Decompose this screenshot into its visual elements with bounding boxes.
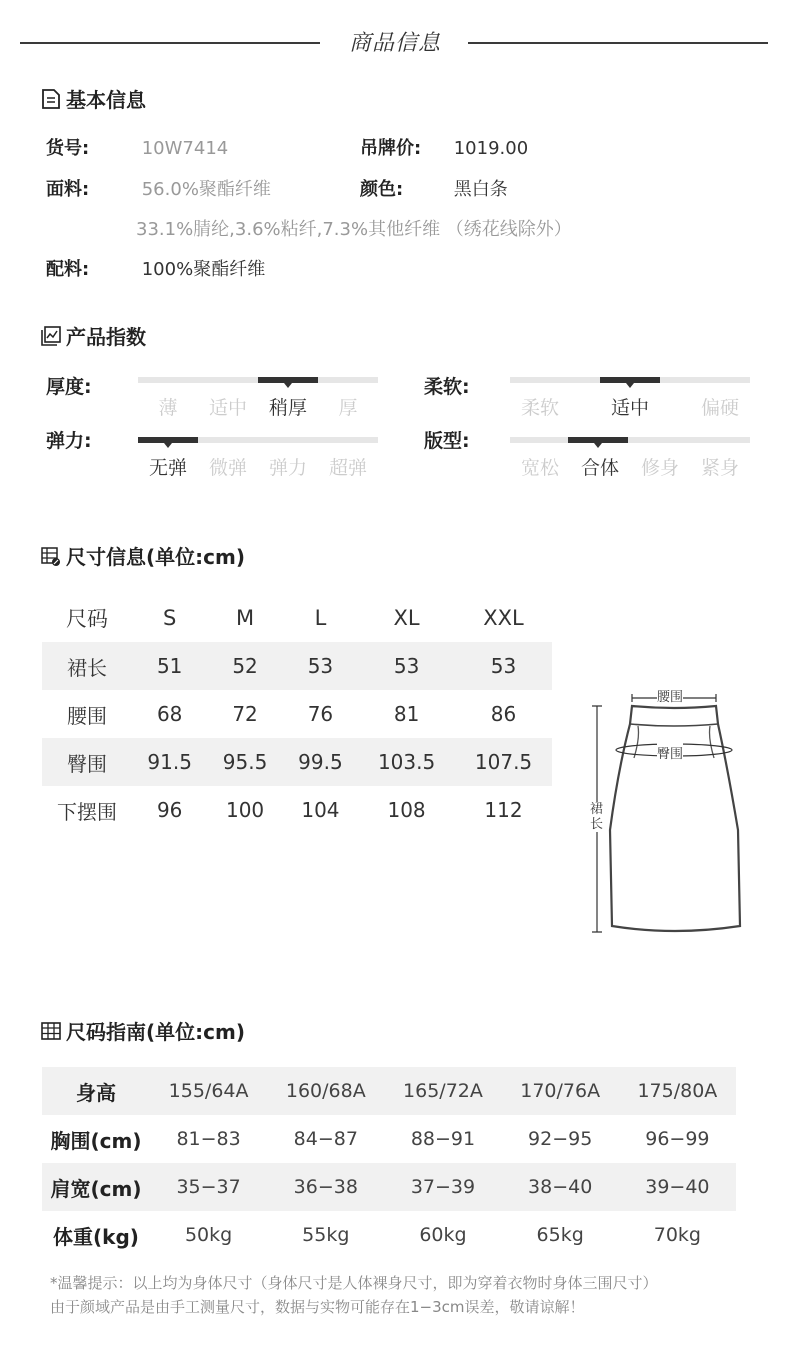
table-cell: 51	[132, 642, 207, 690]
size-header-cell: XL	[393, 606, 420, 630]
size-guide-table	[42, 1067, 736, 1259]
table-cell: 70kg	[653, 1224, 701, 1246]
fabric-label: 面料:	[46, 179, 90, 200]
softness-indicator	[600, 377, 660, 383]
softness-option-medium: 适中	[610, 397, 649, 419]
row-label: 体重(kg)	[53, 1224, 139, 1249]
thickness-label: 厚度:	[46, 376, 92, 398]
row-label: 臀围	[42, 738, 132, 786]
item-no-row	[46, 134, 228, 160]
table-row	[42, 738, 552, 786]
table-cell: 38−40	[502, 1163, 619, 1211]
table-cell: 35−37	[150, 1163, 267, 1211]
table-cell: 86	[490, 702, 517, 726]
elasticity-label: 弹力:	[46, 430, 92, 452]
table-cell: 107.5	[455, 738, 552, 786]
elasticity-option-slight: 微弹	[208, 457, 247, 479]
grid-icon	[40, 1020, 62, 1042]
table-cell: 175/80A	[619, 1067, 736, 1115]
table-cell: 53	[358, 642, 455, 690]
table-cell: 39−40	[619, 1163, 736, 1211]
fit-indicator	[568, 437, 628, 443]
table-row	[42, 786, 552, 834]
fit-option-regular: 合体	[580, 457, 619, 479]
row-label: 裙长	[42, 642, 132, 690]
table-row	[42, 642, 552, 690]
table-cell: 92−95	[528, 1128, 593, 1150]
table-cell: 68	[156, 702, 183, 726]
table-cell: 88−91	[410, 1128, 476, 1150]
waist-label: 腰围	[657, 686, 683, 705]
table-cell: 155/64A	[150, 1067, 267, 1115]
table-row	[42, 1211, 736, 1259]
table-row	[42, 690, 552, 738]
table-cell: 91.5	[132, 738, 207, 786]
size-header-cell: XXL	[483, 606, 524, 630]
hip-label: 臀围	[657, 743, 683, 762]
size-header-cell: S	[163, 606, 177, 630]
table-cell: 50kg	[184, 1224, 233, 1246]
table-cell: 55kg	[302, 1224, 350, 1246]
softness-option-hard: 偏硬	[700, 397, 739, 419]
table-row	[42, 1067, 736, 1115]
fabric-row-2	[136, 215, 572, 241]
elasticity-option-super: 超弹	[328, 457, 367, 479]
softness-label: 柔软:	[424, 376, 470, 398]
elasticity-option-elastic: 弹力	[268, 457, 307, 479]
thickness-indicator	[258, 377, 318, 383]
table-cell: 99.5	[283, 738, 358, 786]
table-cell: 60kg	[419, 1224, 467, 1246]
main-title-row	[0, 26, 790, 62]
table-cell: 96	[156, 798, 183, 822]
table-cell: 52	[207, 642, 282, 690]
color-label: 颜色:	[360, 179, 404, 200]
fit-option-slim: 修身	[640, 457, 679, 479]
basic-info-heading	[40, 84, 146, 113]
tag-price-value: 1019.00	[453, 138, 529, 159]
table-cell: 103.5	[358, 738, 455, 786]
table-row	[42, 1115, 736, 1163]
tag-price-row	[360, 134, 528, 160]
elasticity-option-none: 无弹	[148, 457, 187, 479]
fit-track	[510, 437, 750, 443]
fabric-row	[46, 175, 271, 201]
table-row	[42, 1163, 736, 1211]
item-no-label: 货号:	[46, 138, 90, 159]
product-index-heading	[40, 321, 146, 350]
size-header-cell: L	[314, 606, 327, 630]
skirt-diagram	[588, 680, 748, 940]
thickness-track	[138, 377, 378, 383]
table-cell: 65kg	[536, 1224, 584, 1246]
table-cell: 160/68A	[267, 1067, 384, 1115]
note-line-2: 由于颜域产品是由手工测量尺寸，数据与实物可能存在1−3cm误差，敬请谅解！	[50, 1298, 585, 1316]
size-header-cell: 尺码	[66, 607, 108, 631]
thickness-option-medium: 适中	[208, 397, 247, 419]
table-cell: 100	[225, 798, 265, 822]
color-value: 黑白条	[453, 179, 508, 200]
tag-price-label: 吊牌价:	[360, 138, 422, 159]
title-divider-right	[468, 42, 768, 44]
lining-value: 100%聚酯纤维	[141, 259, 266, 280]
table-cell: 96−99	[645, 1128, 710, 1150]
size-guide-heading	[40, 1016, 245, 1045]
table-cell: 72	[232, 702, 258, 726]
fabric-value-1: 56.0%聚酯纤维	[141, 179, 271, 200]
product-index-title: 产品指数	[66, 325, 146, 349]
table-cell: 104	[301, 798, 340, 822]
thickness-option-thin: 薄	[158, 397, 178, 419]
fabric-value-2: 33.1%腈纶,3.6%粘纤,7.3%其他纤维 （绣花线除外）	[136, 219, 572, 240]
document-icon	[40, 88, 62, 110]
elasticity-track	[138, 437, 378, 443]
table-cell: 95.5	[207, 738, 282, 786]
table-cell: 165/72A	[384, 1067, 501, 1115]
row-label: 下摆围	[57, 799, 117, 824]
table-cell: 112	[484, 798, 523, 822]
length-label: 裙长	[590, 802, 604, 832]
size-info-title: 尺寸信息(单位:cm)	[66, 545, 245, 569]
ruler-table-icon	[40, 545, 62, 567]
table-cell: 81−83	[176, 1128, 241, 1150]
table-cell: 37−39	[384, 1163, 501, 1211]
item-no-value: 10W7414	[141, 138, 229, 159]
chart-icon	[40, 325, 62, 347]
lining-label: 配料:	[46, 259, 90, 280]
elasticity-indicator	[138, 437, 198, 443]
size-guide-title: 尺码指南(单位:cm)	[66, 1020, 245, 1044]
fit-option-tight: 紧身	[700, 457, 739, 479]
fit-label: 版型:	[424, 430, 470, 452]
size-header-cell: M	[236, 606, 255, 630]
table-cell: 76	[307, 702, 334, 726]
table-cell: 108	[387, 798, 426, 822]
table-cell: 170/76A	[502, 1067, 619, 1115]
fit-option-loose: 宽松	[520, 457, 559, 479]
row-label: 胸围(cm)	[50, 1128, 142, 1153]
table-cell: 36−38	[267, 1163, 384, 1211]
basic-info-title: 基本信息	[66, 88, 146, 112]
row-label: 腰围	[67, 703, 107, 728]
size-info-heading	[40, 541, 245, 570]
note-line-1: *温馨提示：以上均为身体尺寸（身体尺寸是人体裸身尺寸，即为穿着衣物时身体三围尺寸）	[50, 1274, 658, 1292]
title-divider-left	[20, 42, 320, 44]
size-table	[42, 594, 552, 834]
thickness-option-slightly-thick: 稍厚	[268, 397, 307, 419]
page-title: 商品信息	[348, 31, 441, 56]
size-table-header	[42, 594, 552, 642]
softness-option-soft: 柔软	[520, 397, 559, 419]
thickness-option-thick: 厚	[338, 397, 358, 419]
table-cell: 84−87	[293, 1128, 358, 1150]
lining-row	[46, 255, 265, 281]
table-cell: 53	[455, 642, 552, 690]
softness-track	[510, 377, 750, 383]
color-row	[360, 175, 508, 201]
row-label: 身高	[42, 1067, 150, 1115]
table-cell: 81	[393, 702, 420, 726]
row-label: 肩宽(cm)	[42, 1163, 150, 1211]
table-cell: 53	[283, 642, 358, 690]
